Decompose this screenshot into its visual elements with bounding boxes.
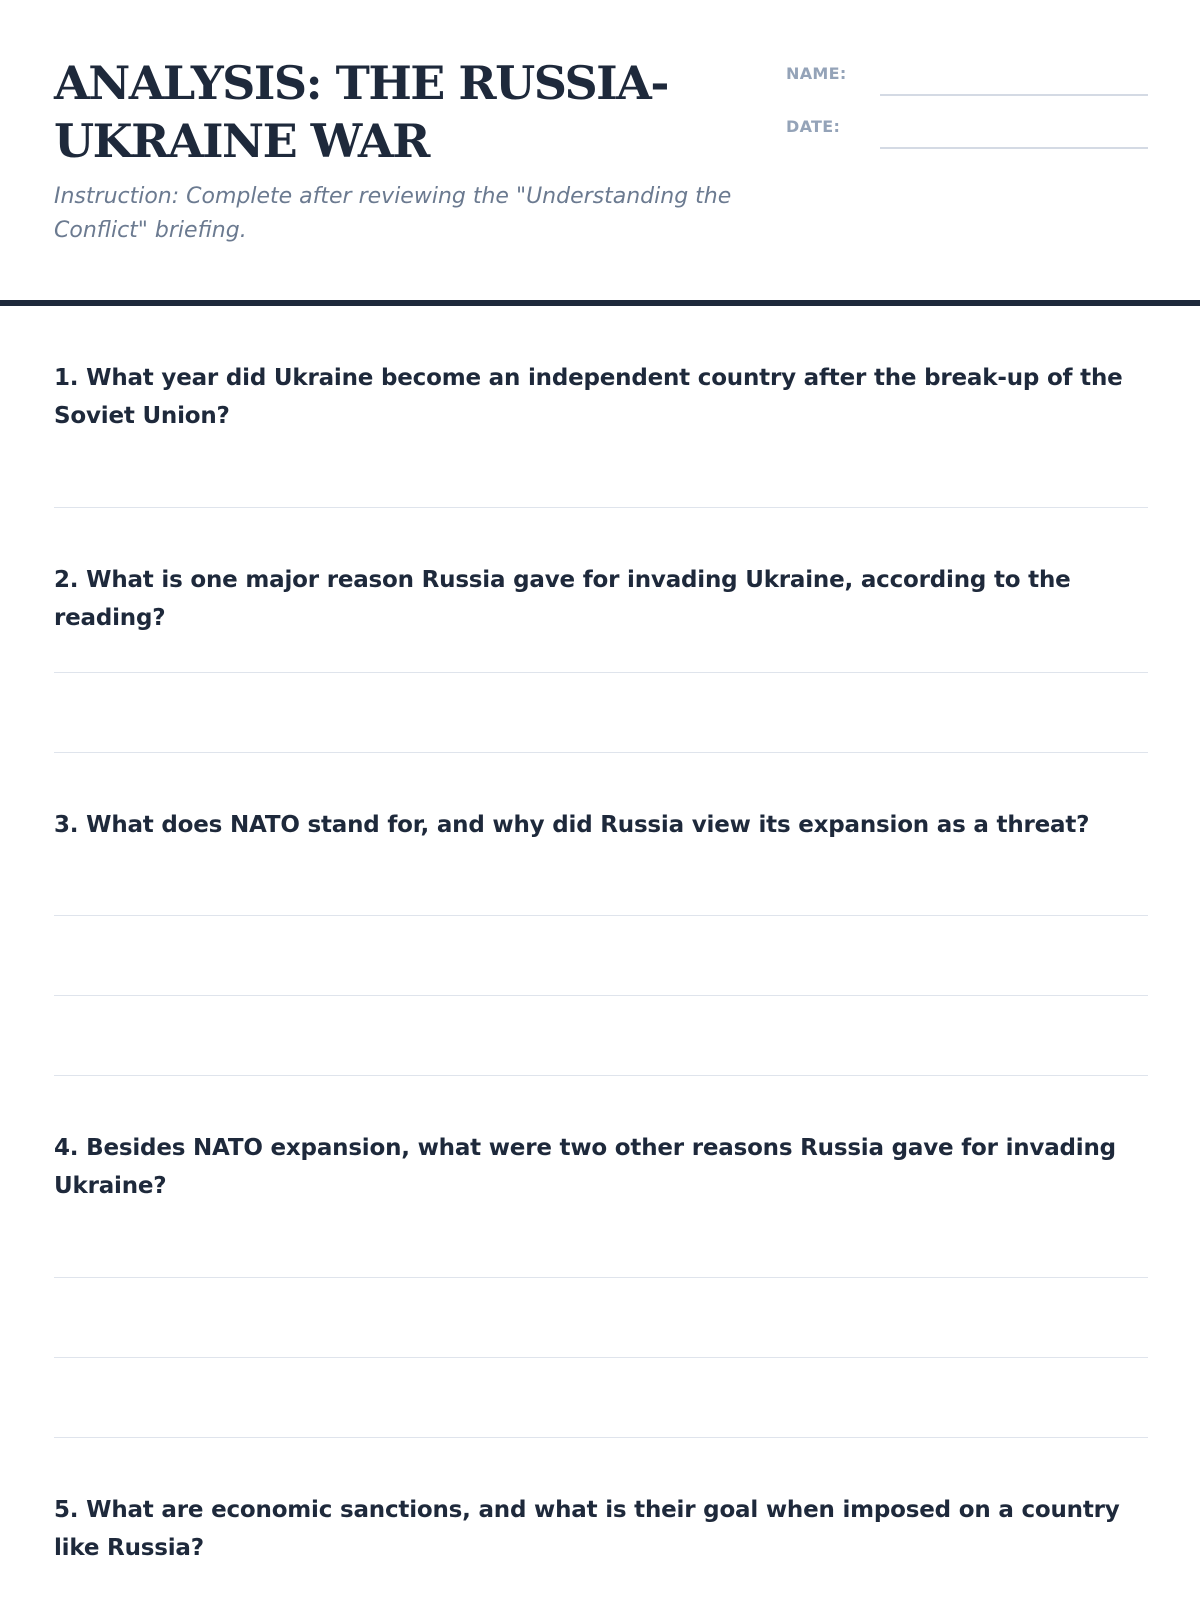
question-2	[54, 561, 1148, 637]
question-4-text: 4. Besides NATO expansion, what were two other reasons Russia gave for invading Ukraine?	[54, 1135, 1116, 1199]
name-field[interactable]	[880, 94, 1148, 96]
question-5	[54, 1491, 1148, 1567]
answer-line[interactable]	[54, 1357, 1148, 1358]
answer-line[interactable]	[54, 672, 1148, 673]
answer-line[interactable]	[54, 995, 1148, 996]
question-1	[54, 359, 1148, 435]
header-divider	[0, 300, 1200, 306]
page-title: ANALYSIS: THE RUSSIA-UKRAINE WAR	[54, 56, 668, 168]
answer-line[interactable]	[54, 1075, 1148, 1076]
instruction-text: Instruction: Complete after reviewing the "Understanding the Conflict" briefing.	[54, 184, 732, 243]
name-label: NAME:	[786, 64, 847, 83]
date-field[interactable]	[880, 147, 1148, 149]
answer-line[interactable]	[54, 752, 1148, 753]
date-label: DATE:	[786, 117, 841, 136]
answer-line[interactable]	[54, 1437, 1148, 1438]
date-field-row	[786, 109, 1148, 149]
worksheet-header	[0, 0, 1200, 302]
answer-line[interactable]	[54, 507, 1148, 508]
question-4	[54, 1129, 1148, 1205]
name-field-row	[786, 56, 1148, 96]
question-3-text: 3. What does NATO stand for, and why did Russia view its expansion as a threat?	[54, 812, 1090, 838]
answer-line[interactable]	[54, 915, 1148, 916]
question-2-text: 2. What is one major reason Russia gave for invading Ukraine, according to the reading?	[54, 567, 1071, 631]
answer-line[interactable]	[54, 1277, 1148, 1278]
question-3	[54, 806, 1148, 844]
question-5-text: 5. What are economic sanctions, and what is their goal when imposed on a country like Russia?	[54, 1497, 1120, 1561]
question-1-text: 1. What year did Ukraine become an independent country after the break-up of the Soviet Union?	[54, 365, 1123, 429]
